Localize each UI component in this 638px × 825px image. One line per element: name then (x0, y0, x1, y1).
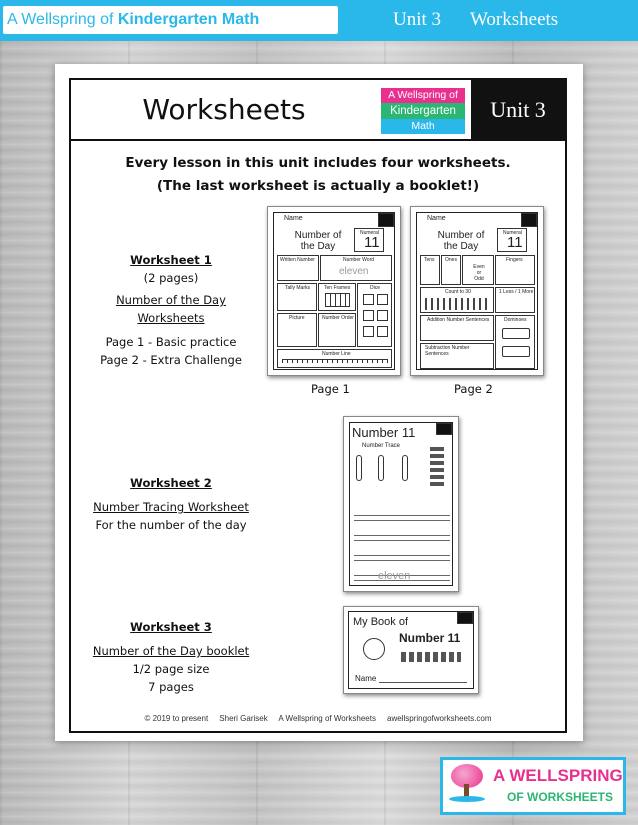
even-odd-label: Even or Odd (473, 264, 485, 282)
page-2-caption: Page 2 (454, 382, 493, 396)
top-unit-label: Unit 3 (393, 9, 442, 30)
numeral-value: 11 (364, 234, 380, 251)
thumb-title-1: Number of (294, 230, 342, 241)
worksheet-2-description (81, 474, 261, 534)
count-dots (425, 298, 491, 310)
more-less-box (495, 287, 535, 313)
intro-line-2: (The last worksheet is actually a booklet!) (156, 178, 480, 194)
worksheet-3-description (81, 618, 261, 696)
tree-icon (449, 764, 485, 802)
page-title: Worksheets (142, 93, 306, 126)
thumbnail-worksheet-2[interactable] (343, 416, 459, 592)
intro-text (71, 152, 565, 198)
numeral-value-2: 11 (507, 234, 523, 251)
picture-label: Picture (289, 315, 305, 321)
worksheet-1-pages: (2 pages) (143, 271, 199, 285)
thumb3-unit-tag (436, 423, 452, 435)
booklet-name-label: Name (355, 674, 377, 683)
trace-sub: Number Trace (362, 443, 401, 449)
dice-label: Dice (370, 285, 381, 291)
brand-bold: Kindergarten Math (117, 11, 260, 28)
top-section-label: Worksheets (470, 9, 559, 30)
page-frame (69, 78, 567, 733)
thumb2-unit-tag (521, 213, 537, 227)
booklet-number: Number 11 (399, 631, 461, 645)
thumb-unit-tag (378, 213, 394, 227)
thumbnail-worksheet-3[interactable] (343, 606, 479, 694)
tally-label: Tally Marks (285, 285, 311, 291)
logo-line-1: A Wellspring of (381, 88, 465, 103)
tens-box (420, 255, 440, 285)
number-order-label: Number Order (322, 315, 354, 321)
worksheet-1-description (81, 251, 261, 369)
thumb4-unit-tag (457, 612, 473, 624)
worksheet-1-title: Worksheet 1 (130, 253, 212, 267)
worksheet-1-note-1: Page 1 - Basic practice (105, 335, 237, 349)
thumb3-frame (349, 422, 453, 586)
trace-title: Number 11 (352, 425, 416, 440)
thumb4-frame (348, 611, 474, 689)
thumbnail-page-1[interactable] (267, 206, 401, 376)
numeral-box-2 (497, 228, 527, 252)
worksheet-2-note: For the number of the day (95, 518, 247, 532)
thumb2-title (429, 230, 493, 252)
more-less-label: 1 Less / 1 More (499, 289, 534, 295)
dominoes-box (495, 315, 535, 369)
ten-frame-grid (325, 293, 350, 307)
worksheet-2-link[interactable]: Number Tracing Worksheet (93, 500, 249, 514)
tally-box (277, 283, 317, 311)
trace-lines (354, 501, 450, 581)
addition-box (420, 315, 494, 341)
page-header (71, 80, 565, 141)
worksheet-1-link-line-2[interactable]: Worksheets (137, 311, 205, 325)
worksheet-1-note-2: Page 2 - Extra Challenge (100, 353, 242, 367)
page-1-caption: Page 1 (311, 382, 350, 396)
booklet-dots (401, 652, 461, 662)
header-unit: Unit 3 (471, 80, 565, 139)
page-footer: © 2019 to present Sheri Garisek A Wellspring of Worksheets awellspringofworksheets.com (144, 714, 492, 723)
numeral-box (354, 228, 384, 252)
worksheet-2-title: Worksheet 2 (130, 476, 212, 490)
thumb-frame-2 (416, 212, 538, 370)
addition-label: Addition Number Sentences (427, 317, 490, 323)
fingers-label: Fingers (506, 257, 523, 263)
number-line-ticks (282, 359, 388, 363)
intro-line-1: Every lesson in this unit includes four worksheets. (125, 155, 511, 171)
brand-label (3, 6, 338, 34)
subtraction-box (420, 343, 494, 369)
bird-icon (363, 638, 385, 660)
written-number-box (277, 255, 319, 281)
subtraction-label: Subtraction Number Sentences (425, 345, 470, 357)
worksheet-3-link[interactable]: Number of the Day booklet (92, 644, 250, 658)
worksheet-3-title: Worksheet 3 (130, 620, 212, 634)
tens-label: Tens (424, 257, 435, 263)
thumb-name-label: Name (284, 215, 303, 222)
trace-word: eleven (378, 570, 411, 582)
written-number-label: Written Number (280, 257, 315, 263)
worksheet-1-link-line-1[interactable]: Number of the Day (116, 293, 226, 307)
number-line-box (277, 349, 392, 368)
thumb-frame (273, 212, 395, 370)
worksheet-page (55, 64, 583, 741)
ones-label: Ones (445, 257, 457, 263)
logo-line-3: Math (381, 119, 465, 134)
worksheet-3-note-1: 1/2 page size (132, 662, 210, 676)
number-word-label: Number Word (343, 257, 375, 263)
thumbnail-page-2[interactable] (410, 206, 544, 376)
numeral-label: Numeral (360, 230, 379, 236)
thumb-title-2: the Day (300, 241, 336, 252)
thumb2-title-1: Number of (437, 230, 485, 241)
number-line-label: Number Line (322, 351, 351, 357)
number-word-trace: eleven (339, 266, 369, 277)
brand-prefix: A Wellspring of (7, 11, 118, 28)
even-odd-box (462, 255, 494, 285)
fingers-box (495, 255, 535, 285)
logo-text-1: A WELLSPRING (493, 766, 623, 785)
picture-box (277, 313, 317, 347)
header-logo (381, 88, 465, 134)
number-word-box (320, 255, 392, 281)
worksheet-3-note-2: 7 pages (148, 680, 194, 694)
ten-frames-label: Ten Frames (324, 285, 351, 291)
logo-line-2: Kindergarten (381, 103, 465, 119)
top-banner (0, 0, 638, 41)
count-label: Count to 30 (445, 289, 471, 295)
trace-fish-column (430, 447, 444, 489)
number-order-box (318, 313, 356, 347)
numeral-label-2: Numeral (503, 230, 522, 236)
thumb-title (286, 230, 350, 252)
dice-box (357, 283, 392, 347)
thumb2-title-2: the Day (443, 241, 479, 252)
wellspring-logo (440, 757, 626, 815)
ten-frames-box (318, 283, 356, 311)
logo-text-2: OF WORKSHEETS (507, 790, 614, 804)
count-box (420, 287, 494, 313)
booklet-title: My Book of (353, 616, 409, 628)
thumb2-name-label: Name (427, 215, 446, 222)
ones-box (441, 255, 461, 285)
dominoes-label: Dominoes (504, 317, 527, 323)
